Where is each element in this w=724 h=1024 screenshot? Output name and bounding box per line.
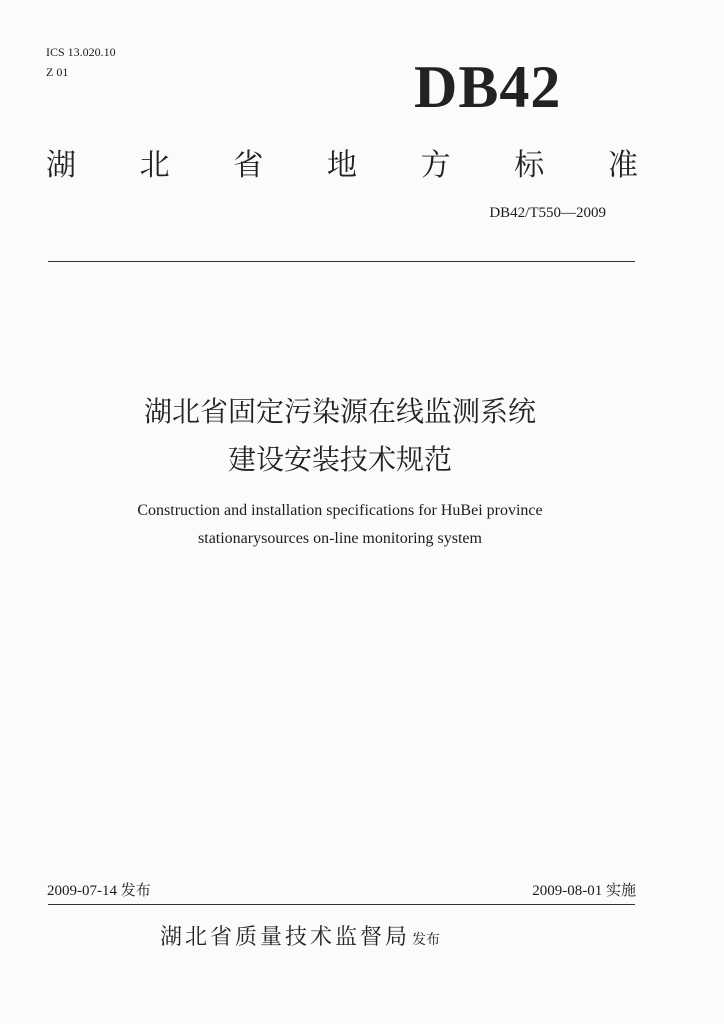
publisher: [160, 922, 580, 956]
ics-code: ICS 13.020.10: [46, 45, 116, 59]
standard-type-char: 湖: [46, 148, 76, 183]
chinese-title-line-1: 湖北省固定污染源在线监测系统: [143, 395, 536, 428]
standard-type-char: 标: [514, 148, 545, 183]
implementation-date: [532, 880, 636, 901]
standard-type-char: 北: [139, 148, 170, 183]
db42-logo: DB42: [414, 54, 562, 120]
publisher-name: 湖北省质量技术监督局: [160, 925, 411, 950]
standard-type-char: 方: [420, 148, 451, 183]
standard-type-heading: [46, 140, 638, 184]
standard-type-char: 准: [607, 148, 638, 183]
standard-number: DB42/T550—2009: [489, 205, 606, 221]
top-divider: [48, 261, 635, 262]
standard-type-char: 地: [326, 148, 357, 183]
implementation-label: 实施: [605, 881, 636, 899]
chinese-title-line-2: 建设安装技术规范: [227, 443, 452, 476]
classification-code: Z 01: [46, 65, 69, 79]
english-title-line-1: Construction and installation specifications for HuBei province: [137, 502, 543, 519]
issue-date: [47, 880, 151, 901]
implementation-date-value: 2009-08-01: [532, 883, 603, 899]
publisher-suffix: 发布: [412, 932, 441, 948]
issue-label: 发布: [120, 881, 151, 899]
english-title-line-2: stationarysources on-line monitoring system: [198, 530, 482, 547]
bottom-divider: [48, 904, 635, 905]
issue-date-value: 2009-07-14: [47, 883, 117, 899]
standard-type-char: 省: [233, 148, 264, 183]
